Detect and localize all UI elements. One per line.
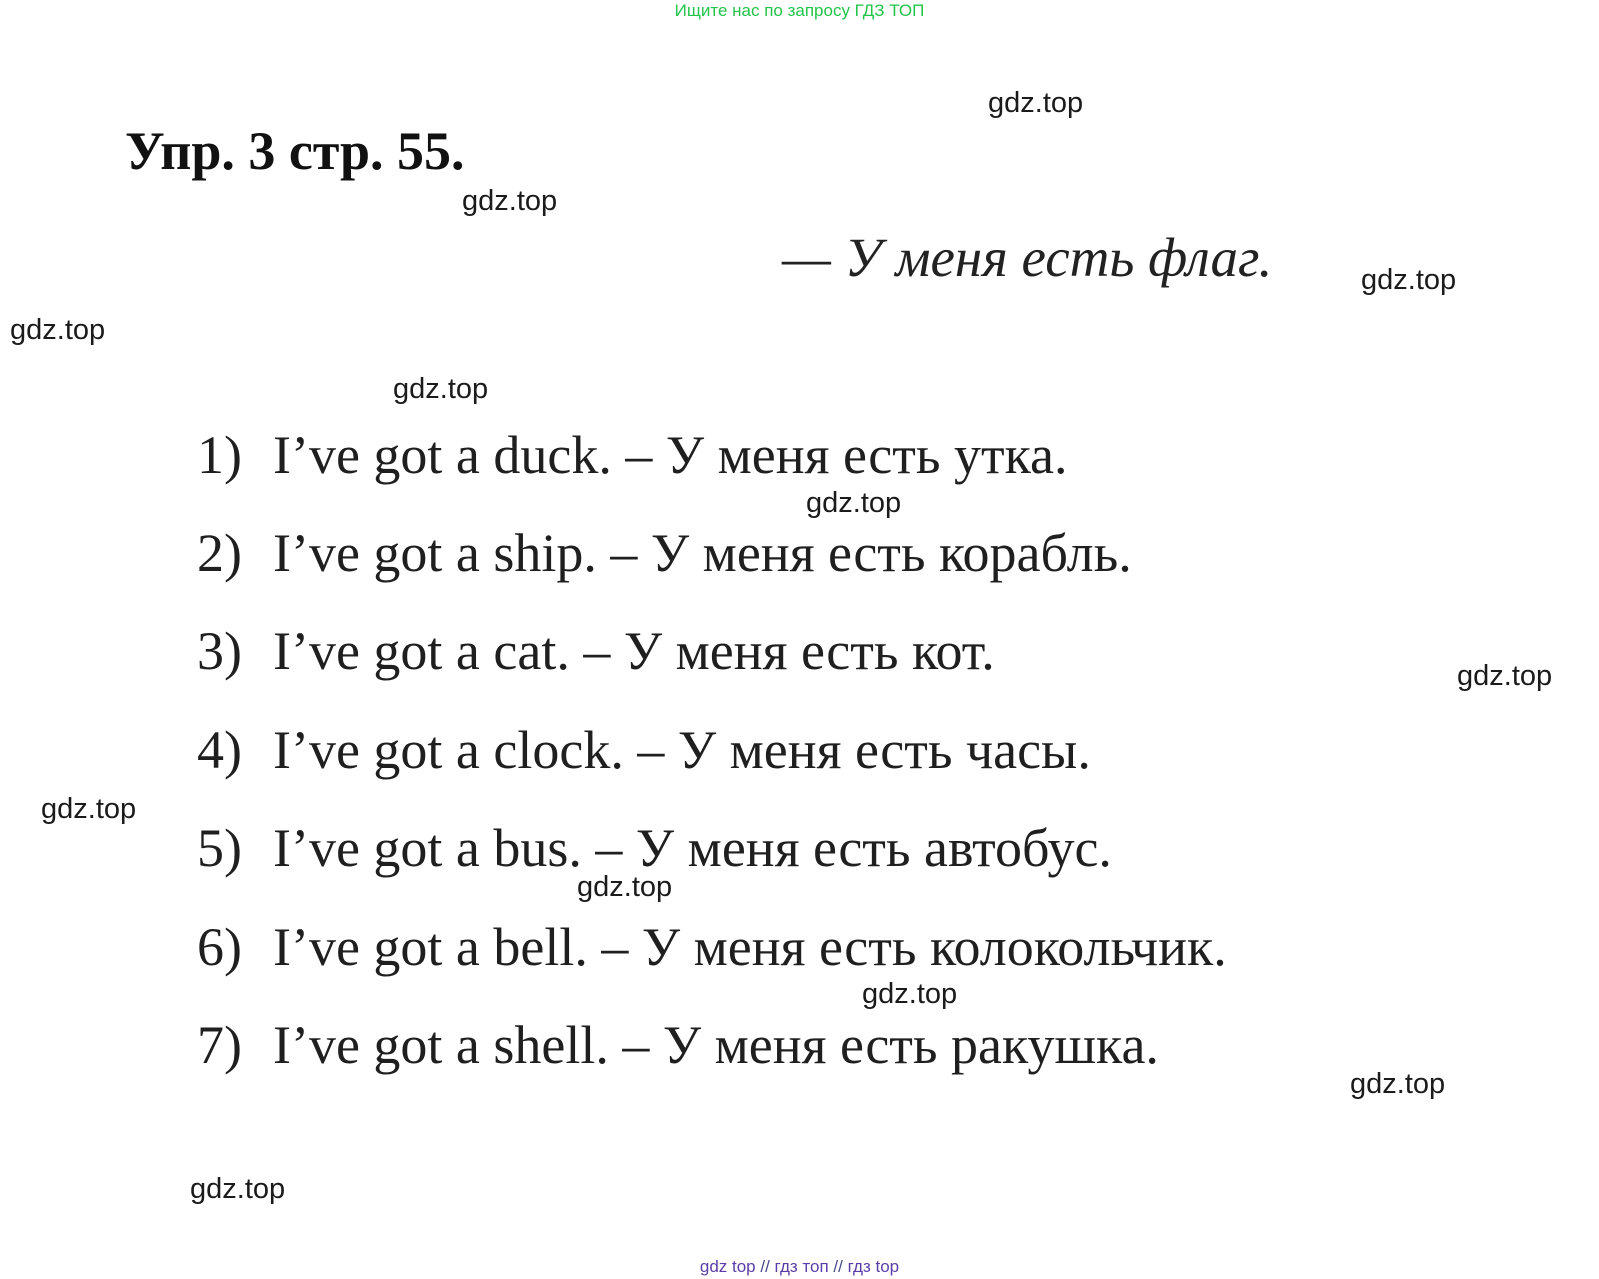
watermark-text: gdz.top bbox=[393, 373, 489, 405]
answer-item bbox=[197, 425, 1068, 485]
footer-link-gdz-top[interactable]: gdz top bbox=[699, 1257, 756, 1276]
answer-text: I’ve got a shell. – У меня есть ракушка. bbox=[273, 1015, 1159, 1075]
watermark-text: gdz.top bbox=[577, 871, 673, 903]
footer-separator: // bbox=[833, 1257, 843, 1276]
answer-text: I’ve got a duck. – У меня есть утка. bbox=[273, 425, 1068, 485]
answer-number: 4) bbox=[197, 720, 242, 780]
answer-text: I’ve got a ship. – У меня есть корабль. bbox=[273, 523, 1132, 583]
watermark-text: gdz.top bbox=[190, 1173, 286, 1205]
exercise-title: Упр. 3 стр. 55. bbox=[125, 121, 465, 181]
watermark-text: gdz.top bbox=[1350, 1068, 1446, 1100]
answer-text: I’ve got a clock. – У меня есть часы. bbox=[273, 720, 1091, 780]
answer-number: 6) bbox=[197, 917, 242, 977]
watermark-text: gdz.top bbox=[462, 185, 558, 217]
answer-number: 7) bbox=[197, 1015, 242, 1075]
watermark-text: gdz.top bbox=[1361, 264, 1457, 296]
answer-number: 1) bbox=[197, 425, 242, 485]
watermark-text: gdz.top bbox=[41, 793, 137, 825]
answer-item bbox=[197, 621, 995, 681]
search-banner: Ищите нас по запросу ГДЗ ТОП bbox=[674, 1, 925, 20]
answer-text: I’ve got a bus. – У меня есть автобус. bbox=[273, 818, 1112, 878]
answer-item bbox=[197, 818, 1112, 878]
footer-separator: // bbox=[760, 1257, 770, 1276]
answer-item bbox=[197, 1015, 1159, 1075]
watermark-text: gdz.top bbox=[862, 978, 958, 1010]
footer-link-gdz-top-ru[interactable]: гдз топ bbox=[774, 1257, 829, 1276]
answer-text: I’ve got a bell. – У меня есть колокольчик. bbox=[273, 917, 1227, 977]
watermark-text: gdz.top bbox=[988, 87, 1084, 119]
watermark-text: gdz.top bbox=[806, 487, 902, 519]
example-sentence: — У меня есть флаг. bbox=[782, 227, 1273, 288]
answer-number: 3) bbox=[197, 621, 242, 681]
footer-link-gdz-top-mixed[interactable]: гдз top bbox=[847, 1257, 900, 1276]
answer-item bbox=[197, 720, 1091, 780]
footer-links bbox=[0, 1257, 1599, 1277]
answer-number: 2) bbox=[197, 523, 242, 583]
answer-item bbox=[197, 917, 1227, 977]
answer-text: I’ve got a cat. – У меня есть кот. bbox=[273, 621, 995, 681]
watermark-text: gdz.top bbox=[1457, 660, 1553, 692]
watermark-text: gdz.top bbox=[10, 314, 106, 346]
answer-item bbox=[197, 523, 1132, 583]
answer-number: 5) bbox=[197, 818, 242, 878]
